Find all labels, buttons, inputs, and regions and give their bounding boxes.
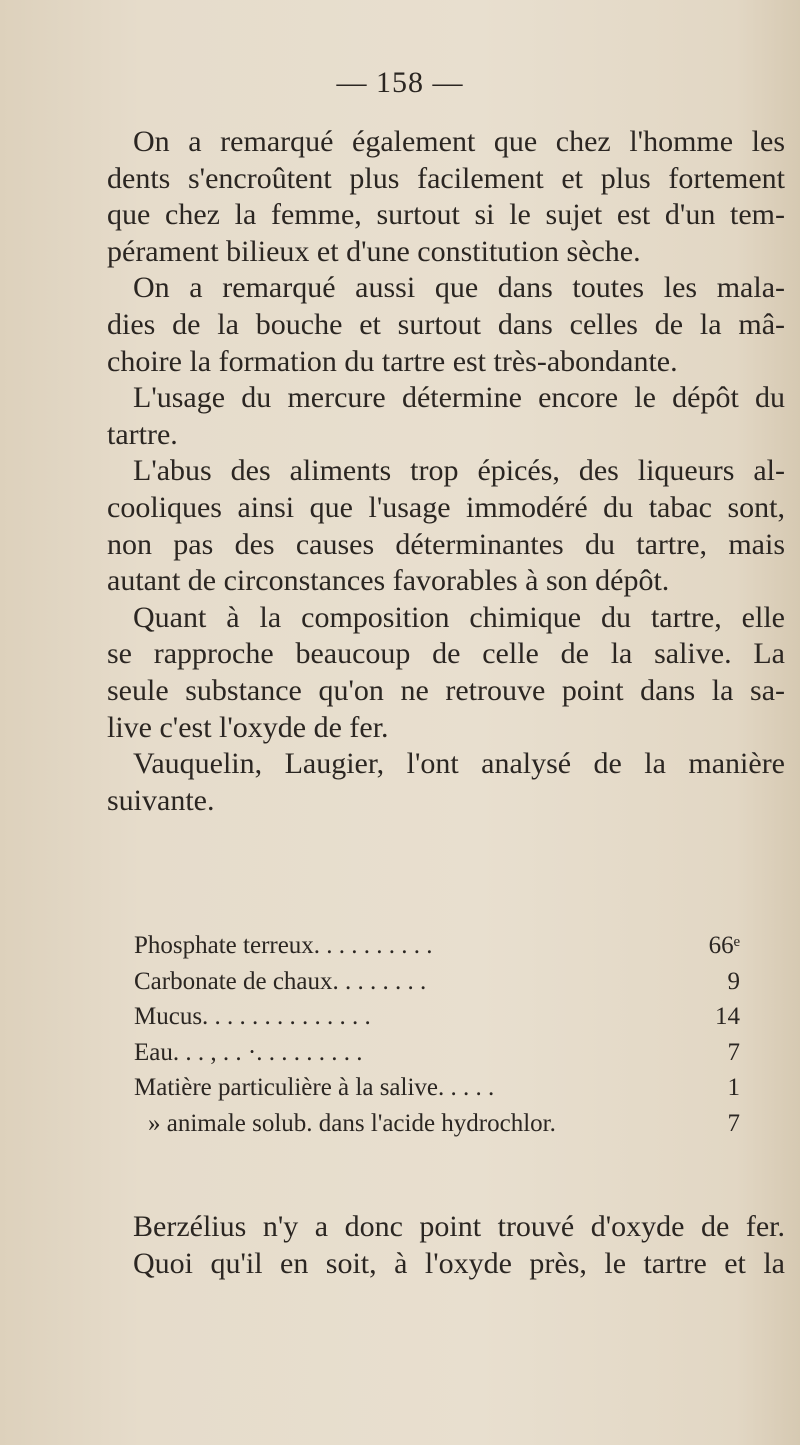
text-line: L'usage du mercure détermine encore le dépôt du <box>133 381 785 415</box>
text-line: Quant à la composition chimique du tartre, elle <box>133 600 785 634</box>
row-value: 9 <box>727 967 740 995</box>
text-line: autant de circonstances favorables à son dépôt. <box>107 564 670 598</box>
row-label: » animale solub. dans l'acide hydrochlor. <box>148 1109 556 1137</box>
text-line: Vauquelin, Laugier, l'ont analysé de la manière <box>133 747 785 781</box>
text-line: tartre. <box>107 417 178 451</box>
row-label: Eau. . . , . . ·. . . . . . . . . <box>134 1038 363 1066</box>
text-line: suivante. <box>107 783 215 817</box>
row-label: Matière particulière à la salive. . . . . <box>134 1074 495 1101</box>
row-value: 66ᵉ <box>708 932 740 959</box>
text-line: Quoi qu'il en soit, à l'oxyde près, le tartre et la <box>133 1246 785 1280</box>
row-value: 1 <box>727 1074 740 1101</box>
text-line: live c'est l'oxyde de fer. <box>107 710 389 744</box>
text-line: non pas des causes déterminantes du tartre, mais <box>107 527 785 561</box>
table-row <box>134 1035 740 1071</box>
text-line: dies de la bouche et surtout dans celles de la mâ- <box>107 307 785 341</box>
row-value: 7 <box>727 1109 740 1137</box>
text-line: seule substance qu'on ne retrouve point dans la sa- <box>107 673 785 707</box>
row-value: 7 <box>727 1038 740 1066</box>
text-line: Berzélius n'y a donc point trouvé d'oxyde de fer. <box>133 1210 785 1243</box>
table-row <box>134 928 740 964</box>
row-label: Phosphate terreux. . . . . . . . . . <box>134 932 433 959</box>
table-row <box>134 1070 740 1106</box>
text-line: cooliques ainsi que l'usage immodéré du tabac sont, <box>107 490 785 524</box>
text-line: On a remarqué également que chez l'homme les <box>133 125 785 158</box>
table-row <box>134 964 740 1000</box>
text-line: pérament bilieux et d'une constitution sèche. <box>107 234 641 268</box>
table-row <box>134 1106 740 1142</box>
text-line: se rapproche beaucoup de celle de la salive. La <box>107 637 785 671</box>
row-label: Mucus. . . . . . . . . . . . . . <box>134 1003 371 1030</box>
text-line: dents s'encroûtent plus facilement et plus fortement <box>107 161 785 195</box>
text-line: que chez la femme, surtout si le sujet est d'un tem- <box>107 198 785 232</box>
row-label: Carbonate de chaux. . . . . . . . <box>134 967 427 995</box>
table-row <box>134 999 740 1035</box>
page-number: — 158 — <box>336 66 464 99</box>
composition-table <box>134 928 740 1141</box>
body-text <box>107 124 785 819</box>
text-line: choire la formation du tartre est très-abondante. <box>107 344 678 378</box>
row-value: 14 <box>715 1003 740 1030</box>
text-line: L'abus des aliments trop épicés, des liqueurs al- <box>133 454 785 488</box>
closing-text <box>107 1209 785 1282</box>
text-line: On a remarqué aussi que dans toutes les mala- <box>133 271 785 305</box>
